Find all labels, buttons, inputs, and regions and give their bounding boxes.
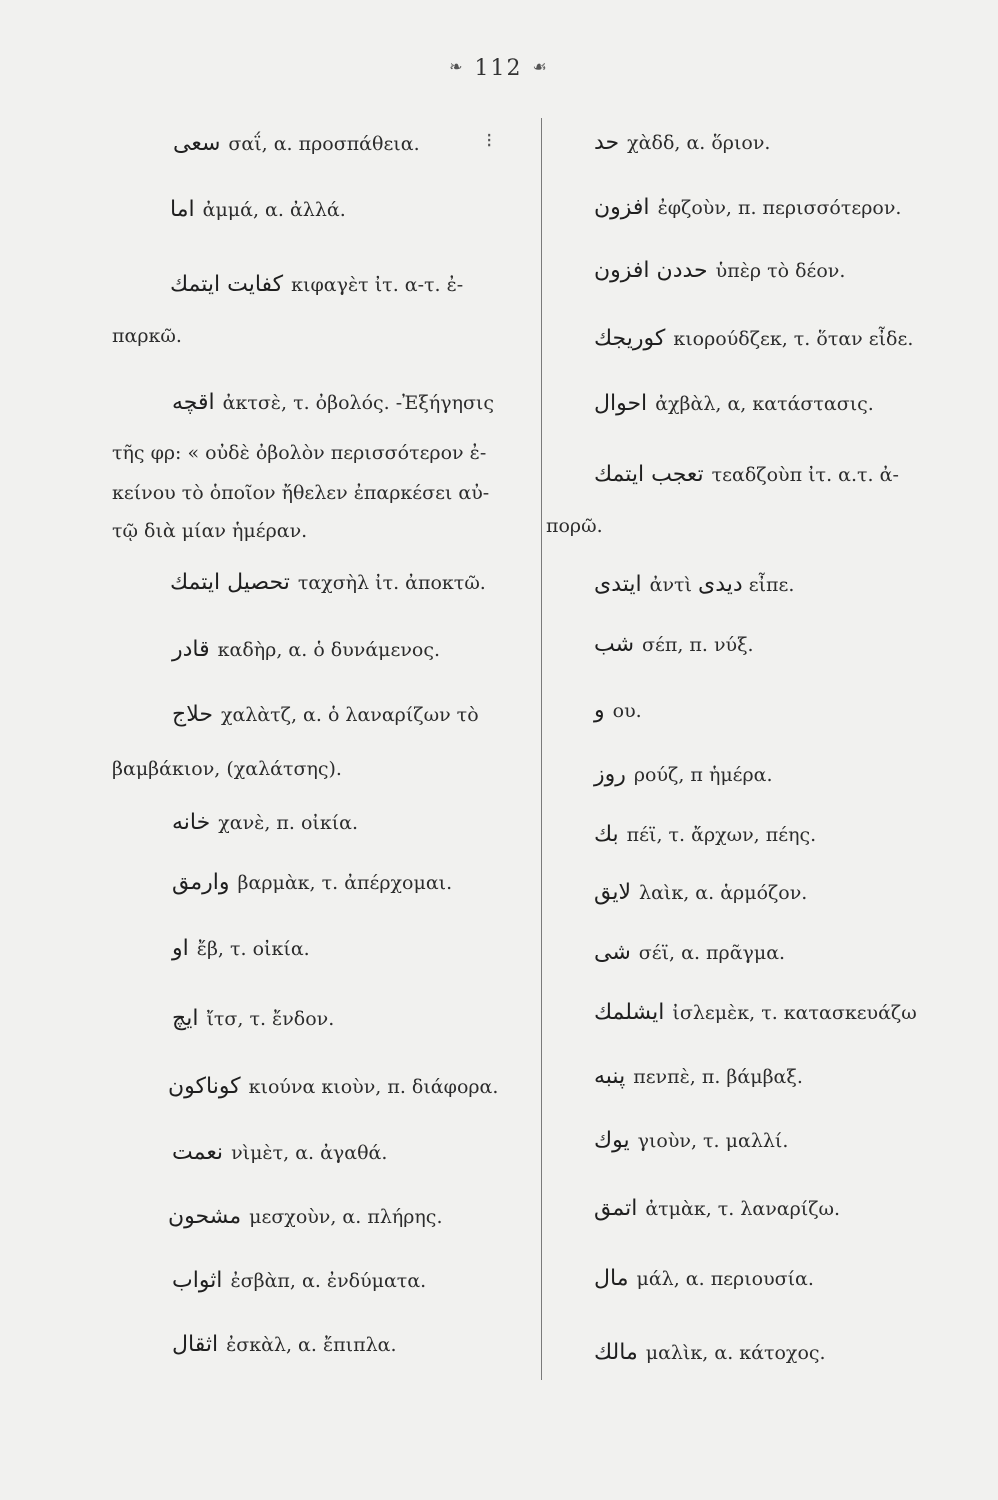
entry — [170, 566, 486, 600]
arabic-term: ايچ — [172, 1006, 199, 1031]
greek-definition: ἀκτσὲ, τ. ὀβολός. -Ἐξήγησις — [222, 392, 495, 414]
greek-definition: γιοὺν, τ. μαλλί. — [637, 1130, 789, 1152]
arabic-term: ايتدى — [594, 572, 642, 597]
continuation-line: τῷ διὰ μίαν ἡμέραν. — [112, 520, 308, 542]
entry — [594, 191, 901, 225]
entry — [594, 458, 899, 492]
arabic-term: تعجب ايتمك — [594, 462, 704, 487]
arabic-term: ايشلمك — [594, 1000, 665, 1025]
greek-definition: νὶμὲτ, α. ἀγαθά. — [231, 1142, 388, 1164]
greek-definition: ἰσλεμὲκ, τ. κατασκευάζω — [672, 1002, 917, 1024]
arabic-term: خانه — [172, 810, 211, 835]
greek-definition: καδὴρ, α. ὁ δυνάμενος. — [217, 639, 441, 661]
page-header — [0, 56, 998, 81]
greek-prefix: ἀντὶ — [649, 574, 692, 596]
ornament-right-icon: ☙ — [532, 57, 549, 76]
entry — [594, 996, 917, 1030]
entry — [172, 932, 310, 966]
entry — [172, 1264, 426, 1298]
arabic-term: پنبه — [594, 1064, 626, 1089]
entry — [594, 568, 794, 602]
arabic-term: اقچه — [172, 390, 215, 415]
arabic-term: شی — [594, 940, 631, 965]
entry — [172, 633, 440, 667]
greek-definition: τεαδζοὺπ ἰτ. α.τ. ἀ- — [711, 464, 899, 486]
greek-definition: σέπ, π. νύξ. — [642, 634, 754, 656]
continuation-line: παρκῶ. — [112, 325, 182, 347]
entry — [168, 1070, 498, 1104]
arabic-term: يوك — [594, 1128, 630, 1153]
entry — [594, 1060, 803, 1094]
entry — [594, 818, 816, 852]
arabic-term: مالك — [594, 1340, 638, 1365]
greek-definition: ἀμμά, α. ἀλλά. — [202, 199, 346, 221]
greek-definition: εἶπε. — [748, 574, 795, 596]
ornament-left-icon: ❧ — [449, 57, 465, 76]
arabic-term: قادر — [172, 637, 210, 662]
page-number: 112 — [474, 56, 523, 81]
arabic-term: احوال — [594, 391, 648, 416]
greek-definition: πέϊ, τ. ἄρχων, πέης. — [626, 824, 817, 846]
entry — [172, 1328, 397, 1362]
arabic-term: مال — [594, 1266, 629, 1291]
greek-definition: ρούζ, π ἡμέρα. — [633, 764, 773, 786]
greek-definition: μάλ, α. περιουσία. — [636, 1268, 814, 1290]
continuation-line: κείνου τὸ ὁποῖον ἤθελεν ἐπαρκέσει αὐ- — [112, 482, 490, 504]
entry — [172, 1136, 387, 1170]
column-divider — [541, 118, 542, 1380]
continuation-line: τῆς φρ: « οὐδὲ ὀβολὸν περισσότερον ἐ- — [112, 442, 487, 464]
entry — [594, 1336, 826, 1370]
arabic-term: حد — [594, 130, 620, 155]
arabic-term: حلاج — [172, 702, 213, 727]
greek-definition: χὰδδ, α. ὅριον. — [627, 132, 771, 154]
entry — [170, 268, 463, 302]
entry — [594, 387, 874, 421]
greek-definition: ἴτσ, τ. ἔνδον. — [206, 1008, 335, 1030]
arabic-term: اثواب — [172, 1268, 223, 1293]
greek-definition: κιορούδζεκ, τ. ὅταν εἶδε. — [673, 328, 914, 350]
arabic-term: افزون — [594, 195, 650, 220]
entry — [173, 127, 420, 161]
greek-definition: πενπὲ, π. βάμβαξ. — [633, 1066, 803, 1088]
margin-mark: ⁝ — [486, 128, 493, 152]
arabic-term: او — [172, 936, 189, 961]
greek-definition: κιφαγὲτ ἰτ. α-τ. ἐ- — [291, 274, 464, 296]
entry — [594, 254, 845, 288]
arabic-term: شب — [594, 632, 635, 657]
entry — [594, 694, 642, 728]
arabic-term: كفايت ايتمك — [170, 272, 284, 297]
entry — [594, 628, 754, 662]
greek-definition: κιούνα κιοὺν, π. διάφορα. — [248, 1076, 499, 1098]
entry — [168, 1200, 443, 1234]
greek-definition: βαρμὰκ, τ. ἀπέρχομαι. — [237, 872, 453, 894]
entry — [172, 698, 479, 732]
arabic-term: روز — [594, 762, 626, 787]
entry — [172, 1002, 334, 1036]
arabic-term: اثقال — [172, 1332, 219, 1357]
entry — [594, 322, 913, 356]
entry — [594, 758, 773, 792]
arabic-term: حددن افزون — [594, 258, 708, 283]
continuation-line: βαμβάκιον, (χαλάτσης). — [112, 758, 342, 780]
arabic-term: سعی — [173, 131, 221, 156]
arabic-term: لايق — [594, 880, 632, 905]
arabic-term: تحصيل ايتمك — [170, 570, 290, 595]
greek-definition: ἀχβὰλ, α, κατάστασις. — [655, 393, 874, 415]
entry — [594, 876, 807, 910]
greek-definition: ἔβ, τ. οἰκία. — [196, 938, 310, 960]
greek-definition: σέϊ, α. πρᾶγμα. — [638, 942, 786, 964]
greek-definition: σαΐ, α. προσπάθεια. — [228, 133, 420, 155]
arabic-term: مشحون — [168, 1204, 242, 1229]
arabic-term: بك — [594, 822, 619, 847]
entry — [594, 126, 770, 160]
greek-definition: ἀτμὰκ, τ. λαναρίζω. — [645, 1198, 841, 1220]
greek-definition: ἐσβὰπ, α. ἐνδύματα. — [230, 1270, 427, 1292]
entry — [170, 193, 346, 227]
arabic-term: كوريجك — [594, 326, 666, 351]
greek-definition: ὑπὲρ τὸ δέον. — [715, 260, 846, 282]
entry — [594, 1192, 840, 1226]
entry — [594, 1262, 814, 1296]
continuation-line: πορῶ. — [546, 515, 603, 537]
arabic-term: اما — [170, 197, 195, 222]
greek-definition: χαλὰτζ, α. ὁ λαναρίζων τὸ — [220, 704, 479, 726]
arabic-term: نعمت — [172, 1140, 224, 1165]
arabic-term: كوناكون — [168, 1074, 241, 1099]
greek-definition: ἐφζοὺν, π. περισσότερον. — [657, 197, 902, 219]
entry — [594, 936, 785, 970]
greek-definition: μεσχοὺν, α. πλήρης. — [249, 1206, 443, 1228]
arabic-term: اتمق — [594, 1196, 638, 1221]
arabic-term: وارمق — [172, 870, 230, 895]
greek-definition: λαὶκ, α. ἁρμόζον. — [639, 882, 808, 904]
greek-definition: ου. — [612, 700, 642, 722]
greek-definition: ταχσὴλ ἰτ. ἀποκτῶ. — [297, 572, 486, 594]
arabic-term: ديدى — [698, 572, 743, 597]
greek-definition: ἐσκὰλ, α. ἔπιπλα. — [226, 1334, 397, 1356]
arabic-term: و — [594, 698, 605, 723]
entry — [172, 386, 494, 420]
greek-definition: χανὲ, π. οἰκία. — [218, 812, 359, 834]
entry — [594, 1124, 788, 1158]
entry — [172, 806, 358, 840]
greek-definition: μαλὶκ, α. κάτοχος. — [645, 1342, 826, 1364]
entry — [172, 866, 452, 900]
